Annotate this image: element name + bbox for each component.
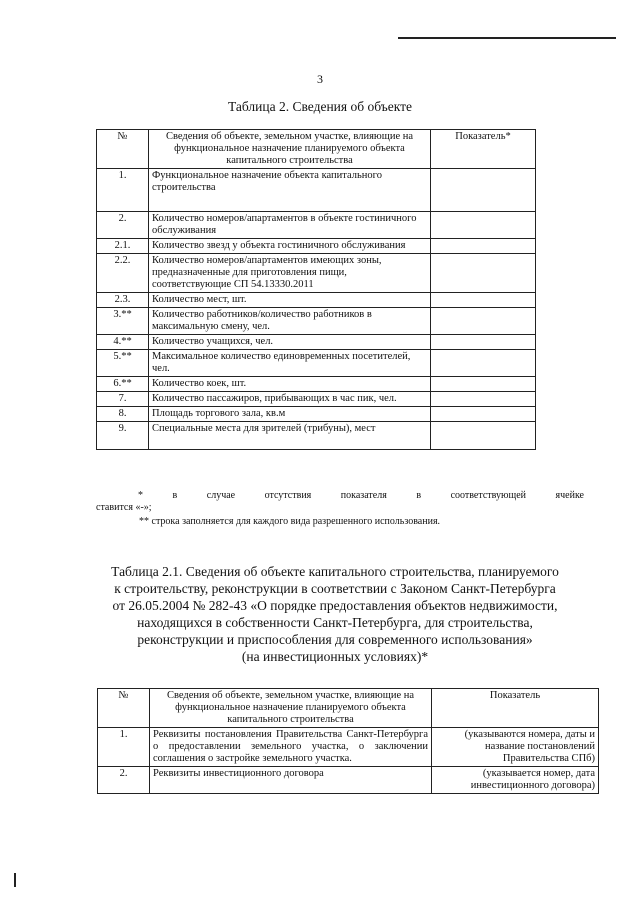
row-value (431, 254, 536, 293)
row-text: Количество номеров/апартаментов в объекте гостиничного обслуживания (149, 212, 431, 239)
row-value (431, 392, 536, 407)
row-value (431, 212, 536, 239)
table-row (97, 254, 536, 293)
row-value (431, 293, 536, 308)
table-row (97, 350, 536, 377)
row-text: Количество пассажиров, прибывающих в час пик, чел. (149, 392, 431, 407)
title-line: Таблица 2.1. Сведения об объекте капитального строительства, планируемого (111, 564, 559, 579)
row-value (431, 335, 536, 350)
row-number: 1. (97, 169, 149, 212)
row-value: (указывается номер, дата инвестиционного договора) (432, 767, 599, 794)
table-row (97, 407, 536, 422)
title-line: находящихся в собственности Санкт-Петербурга, для строительства, (137, 615, 533, 630)
footnote-1-continued: ставится «-»; (96, 502, 152, 513)
header-rule (398, 37, 616, 39)
row-value (431, 308, 536, 335)
row-number: 2.3. (97, 293, 149, 308)
table-header-row (98, 689, 599, 728)
table-row (98, 767, 599, 794)
col-number-header: № (97, 130, 149, 169)
table-row (97, 239, 536, 254)
table-row (98, 728, 599, 767)
margin-mark (14, 873, 16, 887)
page-number: 3 (317, 72, 323, 86)
col-value-header: Показатель* (431, 130, 536, 169)
footnote-1: * в случае отсутствия показателя в соответствующей ячейке (138, 490, 584, 501)
row-text: Максимальное количество единовременных посетителей, чел. (149, 350, 431, 377)
col-value-header: Показатель (432, 689, 599, 728)
table2-title: Таблица 2. Сведения об объекте (227, 99, 413, 114)
row-number: 6.** (97, 377, 149, 392)
table-row (97, 392, 536, 407)
row-number: 2. (98, 767, 150, 794)
row-number: 2.1. (97, 239, 149, 254)
row-text: Функциональное назначение объекта капитального строительства (149, 169, 431, 212)
row-text: Реквизиты постановления Правительства Санкт-Петербурга о предоставлении земельного участка, о заключении соглашения о застройке земельного участка. (150, 728, 432, 767)
col-info-header: Сведения об объекте, земельном участке, влияющие на функциональное назначение планируемого объекта капитального строительства (149, 130, 431, 169)
table-header-row (97, 130, 536, 169)
table-row (97, 169, 536, 212)
title-line: (на инвестиционных условиях)* (241, 649, 429, 664)
row-text: Специальные места для зрителей (трибуны), мест (149, 422, 431, 450)
row-value: (указываются номера, даты и название постановлений Правительства СПб) (432, 728, 599, 767)
table-row (97, 212, 536, 239)
row-number: 2.2. (97, 254, 149, 293)
row-number: 7. (97, 392, 149, 407)
row-value (431, 422, 536, 450)
title-line: к строительству, реконструкции в соответствии с Законом Санкт-Петербурга (114, 581, 556, 596)
row-text: Площадь торгового зала, кв.м (149, 407, 431, 422)
table2 (96, 129, 536, 450)
table-row (97, 308, 536, 335)
row-number: 9. (97, 422, 149, 450)
col-info-header: Сведения об объекте, земельном участке, влияющие на функциональное назначение планируемого объекта капитального строительства (150, 689, 432, 728)
table-row (97, 293, 536, 308)
table21-title (70, 563, 600, 665)
row-number: 3.** (97, 308, 149, 335)
footnote-2: ** строка заполняется для каждого вида разрешенного использования. (139, 516, 441, 527)
row-text: Количество коек, шт. (149, 377, 431, 392)
table21 (97, 688, 599, 794)
row-value (431, 407, 536, 422)
row-value (431, 239, 536, 254)
row-number: 2. (97, 212, 149, 239)
table-row (97, 422, 536, 450)
row-text: Количество мест, шт. (149, 293, 431, 308)
row-text: Количество номеров/апартаментов имеющих зоны, предназначенные для приготовления пищи, соответствующие СП 54.13330.2011 (149, 254, 431, 293)
row-number: 4.** (97, 335, 149, 350)
row-number: 8. (97, 407, 149, 422)
row-text: Количество работников/количество работников в максимальную смену, чел. (149, 308, 431, 335)
row-text: Количество учащихся, чел. (149, 335, 431, 350)
title-line: от 26.05.2004 № 282-43 «О порядке предоставления объектов недвижимости, (112, 598, 558, 613)
row-text: Количество звезд у объекта гостиничного обслуживания (149, 239, 431, 254)
title-line: реконструкции и приспособления для современного использования» (137, 632, 533, 647)
row-value (431, 169, 536, 212)
table-row (97, 335, 536, 350)
row-value (431, 350, 536, 377)
row-number: 1. (98, 728, 150, 767)
row-text: Реквизиты инвестиционного договора (150, 767, 432, 794)
table-row (97, 377, 536, 392)
row-number: 5.** (97, 350, 149, 377)
col-number-header: № (98, 689, 150, 728)
row-value (431, 377, 536, 392)
